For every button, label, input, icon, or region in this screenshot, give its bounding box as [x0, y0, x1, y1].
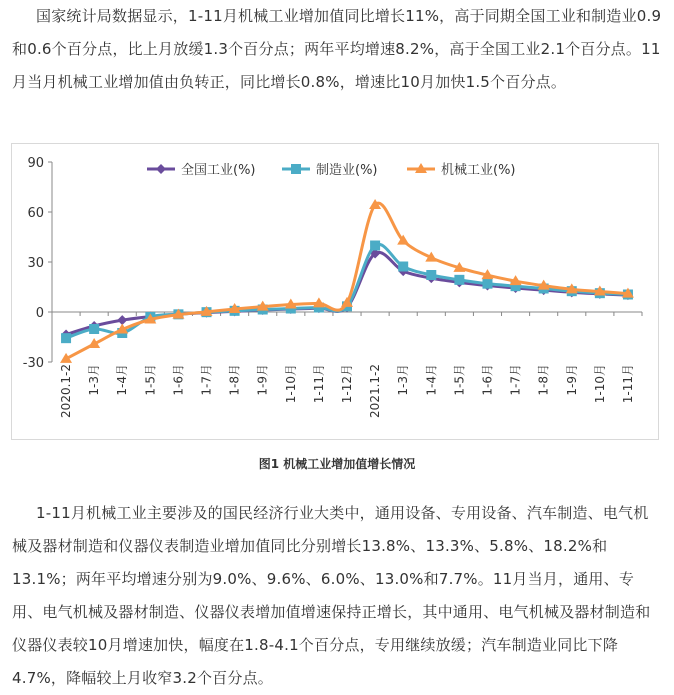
x-tick-label: 2021.1-2: [368, 364, 383, 418]
x-tick-label: 1-10月: [283, 364, 298, 404]
x-tick-label: 1-8月: [227, 364, 242, 396]
x-tick-label: 1-4月: [115, 364, 130, 396]
figure-caption: 图1 机械工业增加值增长情况: [258, 457, 416, 471]
x-tick-label: 1-6月: [171, 364, 186, 396]
paragraph-industries: 1-11月机械工业主要涉及的国民经济行业大类中，通用设备、专用设备、汽车制造、电气机械及器材制造和仪器仪表制造业增加值同比分别增长13.8%、13.3%、5.8%、18.2%和13.1%；两年平均增速分别为9.0%、9.6%、6.0%、13.0%和7.7%。11月当月，通用、专用、电气机械及器材制造、仪器仪表增加值增速保持正增长，其中通用、电气机械及器材制造和仪器仪表较10月增速加快，幅度在1.8-4.1个百分点，专用继续放缓；汽车制造业同比下降4.7%，降幅较上月收窄3.2个百分点。: [12, 504, 651, 687]
paragraph-intro: 国家统计局数据显示，1-11月机械工业增加值同比增长11%，高于同期全国工业和制造业0.9和0.6个百分点，比上月放缓1.3个百分点；两年平均增速8.2%，高于全国工业2.1个百分点。11月当月机械工业增加值由负转正，同比增长0.8%，增速比10月加快1.5个百分点。: [12, 7, 662, 91]
y-tick-label: 60: [27, 206, 44, 221]
x-tick-label: 1-3月: [396, 364, 411, 396]
x-tick-label: 1-5月: [143, 364, 158, 396]
data-point: [482, 279, 492, 289]
y-tick-label: 30: [27, 256, 44, 271]
data-point: [454, 275, 464, 285]
y-tick-label: 0: [35, 306, 44, 321]
legend-marker: [291, 164, 301, 174]
data-point: [61, 333, 71, 343]
x-tick-label: 1-3月: [87, 364, 102, 396]
legend-label: 全国工业(%): [181, 163, 256, 178]
x-tick-label: 1-4月: [424, 364, 439, 396]
x-tick-label: 1-5月: [452, 364, 467, 396]
x-tick-label: 1-6月: [480, 364, 495, 396]
x-tick-label: 1-11月: [620, 364, 635, 404]
data-point: [398, 262, 408, 272]
x-tick-label: 1-12月: [340, 364, 354, 404]
line-chart: [12, 144, 658, 439]
y-tick-label: -30: [22, 356, 44, 371]
data-point: [89, 324, 99, 334]
x-tick-label: 1-9月: [564, 364, 579, 396]
chart-frame: [11, 143, 659, 440]
y-tick-label: 90: [27, 156, 44, 171]
x-tick-label: 1-9月: [255, 364, 270, 396]
x-tick-label: 1-10月: [592, 364, 607, 404]
x-tick-label: 1-7月: [199, 364, 214, 396]
data-point: [370, 241, 380, 251]
legend-label: 机械工业(%): [441, 163, 516, 178]
legend-marker: [156, 164, 166, 174]
data-point: [426, 270, 436, 280]
x-tick-label: 2020.1-2: [59, 364, 74, 418]
x-tick-label: 1-7月: [508, 363, 523, 396]
x-tick-label: 1-8月: [536, 364, 551, 396]
x-tick-label: 1-11月: [311, 364, 326, 404]
legend-label: 制造业(%): [316, 163, 378, 178]
